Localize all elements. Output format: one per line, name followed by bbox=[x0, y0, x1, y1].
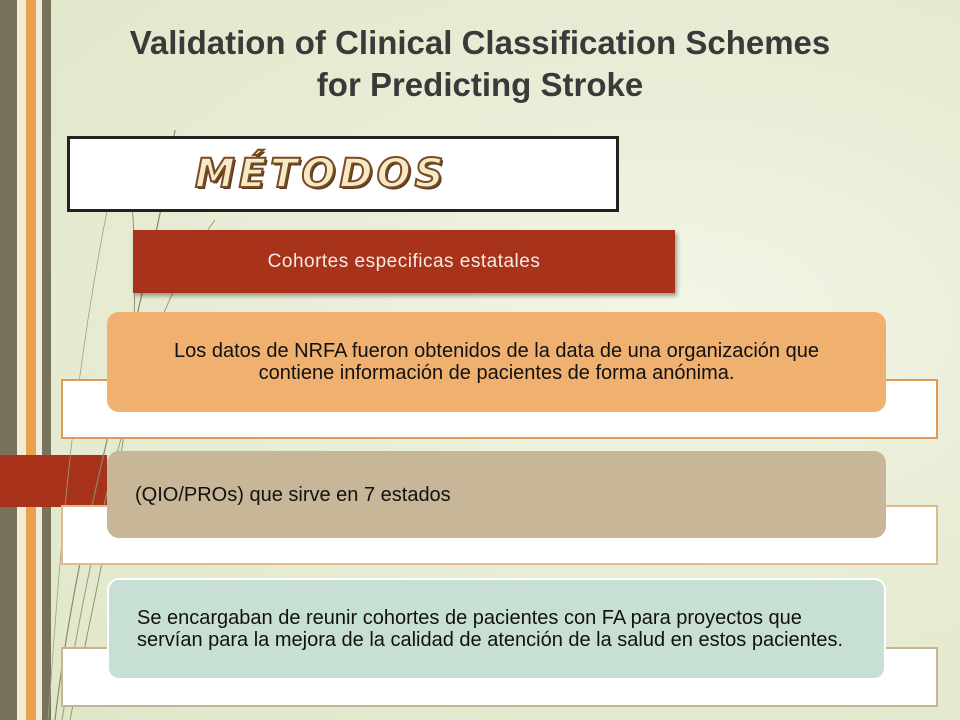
left-olive-stripe-2 bbox=[42, 0, 51, 720]
left-orange-stripe bbox=[26, 0, 36, 720]
left-cream-stripe bbox=[17, 0, 26, 720]
list-item-3: Se encargaban de reunir cohortes de pacientes con FA para proyectos que servían para la mejora de la calidad de atención de la salud en estos pacientes. bbox=[107, 578, 886, 680]
list-item-2: (QIO/PROs) que sirve en 7 estados bbox=[107, 451, 886, 538]
subheading-banner: Cohortes especificas estatales bbox=[133, 230, 675, 293]
left-red-accent bbox=[0, 455, 107, 507]
section-heading: MÉTODOS bbox=[195, 151, 448, 197]
slide-title-line1: Validation of Clinical Classification Schemes bbox=[129, 24, 831, 61]
slide-title-line2: for Predicting Stroke bbox=[316, 66, 644, 103]
section-heading-box bbox=[67, 136, 619, 212]
list-item-1: Los datos de NRFA fueron obtenidos de la data de una organización que contiene información de pacientes de forma anónima. bbox=[107, 312, 886, 412]
left-olive-stripe bbox=[0, 0, 17, 720]
